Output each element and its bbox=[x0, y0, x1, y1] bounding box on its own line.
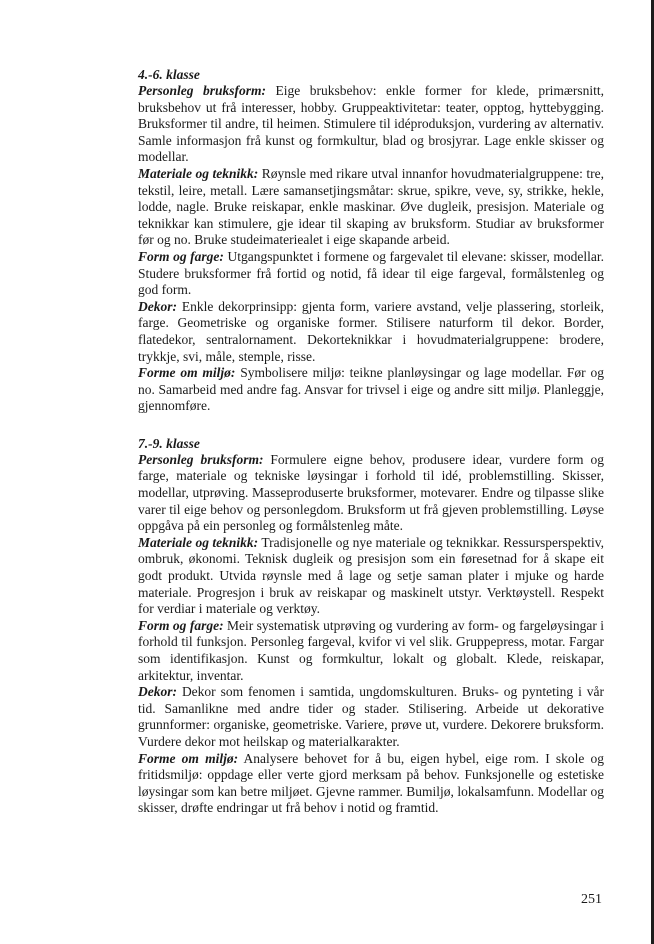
paragraph-text: Røynsle med rikare utval innanfor hovudmaterialgruppene: tre, tekstil, leire, metall. Lære samansetjingsmåtar: skrue, spikre, veve, sy, strikke, hekle, lodde, nagle. Bruke reiskapar, enkle maskinar. Øve dugleik, presisjon. Materiale og teknikkar kan stimulere, gje idear til skaping av bruksform. Studiar av bruksformer før og no. Bruke studeimateriealet i eige skapande arbeid. bbox=[138, 165, 605, 248]
page-content bbox=[138, 66, 604, 817]
paragraph-heading: Form og farge: bbox=[138, 248, 224, 264]
paragraph-text: Enkle dekorprinsipp: gjenta form, variere avstand, velje plassering, storleik, farge. Geometriske og organiske former. Stilisere naturform til dekor. Border, flatedekor, sentralornament. Dekorteknikkar i hovudmaterialgruppene: brodere, trykkje, svi, måle, stemple, risse. bbox=[138, 298, 604, 364]
paragraph-text: Tradisjonelle og nye materiale og teknikkar. Ressursperspektiv, ombruk, økonomi. Teknisk dugleik og presisjon som ein føresetnad for å skape eit godt produkt. Utvida røynsle med å lage og setje saman plater i mjuke og harde materiale. Progresjon i bruk av reiskapar og maskinelt utstyr. Verktøystell. Respekt for verdiar i materiale og verktøy. bbox=[138, 534, 604, 617]
paragraph-form-og-farge bbox=[138, 618, 604, 684]
paragraph-forme-om-miljo bbox=[138, 751, 604, 817]
paragraph-heading: Form og farge: bbox=[138, 617, 224, 633]
paragraph-heading: Dekor: bbox=[138, 684, 177, 700]
section-grade-7-9 bbox=[138, 435, 604, 817]
paragraph-dekor bbox=[138, 299, 604, 365]
paragraph-dekor bbox=[138, 684, 604, 750]
paragraph-form-og-farge bbox=[138, 249, 604, 299]
paragraph-materiale-og-teknikk bbox=[138, 535, 604, 618]
page-number: 251 bbox=[581, 892, 602, 907]
paragraph-heading: Personleg bruksform: bbox=[138, 451, 264, 467]
paragraph-heading: Forme om miljø: bbox=[138, 365, 236, 381]
paragraph-heading: Forme om miljø: bbox=[138, 750, 239, 766]
paragraph-personleg-bruksform bbox=[138, 83, 604, 166]
section-title: 7.-9. klasse bbox=[138, 435, 200, 451]
paragraph-heading: Dekor: bbox=[138, 298, 177, 314]
section-grade-4-6 bbox=[138, 66, 604, 415]
paragraph-personleg-bruksform bbox=[138, 452, 604, 535]
paragraph-text: Meir systematisk utprøving og vurdering av form- og fargeløysingar i forhold til funksjon. Personleg fargeval, kvifor vi vel slik. Gruppepress, motar. Fargar som identifikasjon. Kunst og formkultur, lokalt og globalt. Klede, reiskapar, arkitektur, inventar. bbox=[138, 617, 604, 683]
paragraph-text: Formulere eigne behov, produsere idear, vurdere form og farge, materiale og tekniske løysingar i forhold til idé, problemstilling. Skisser, modellar, utprøving. Masseproduserte bruksformer, motevarer. Endre og tilpasse slike varer til eige behov og personlegdom. Bruksform ut frå gjeven problemstilling. Løyse oppgåva på ein personleg og formålstenleg måte. bbox=[138, 451, 604, 534]
paragraph-heading: Materiale og teknikk: bbox=[138, 534, 259, 550]
paragraph-text: Analysere behovet for å bu, eigen hybel, eige rom. I skole og fritidsmiljø: oppdage eller verte gjord merksam på behov. Funksjonelle og estetiske løysingar som kan betre miljøet. Gjevne rammer. Bumiljø, lokalsamfunn. Modellar og skisser, drøfte endringar ut frå behov i notid og framtid. bbox=[138, 750, 605, 816]
paragraph-text: Utgangspunktet i formene og fargevalet til elevane: skisser, modellar. Studere bruksformer frå fortid og notid, få idear til eige fargeval, formålstenleg og god form. bbox=[138, 248, 604, 298]
paragraph-materiale-og-teknikk bbox=[138, 166, 604, 249]
paragraph-text: Symbolisere miljø: teikne planløysingar og lage modellar. Før og no. Samarbeid med andre fag. Ansvar for trivsel i eige og andre sitt miljø. Planleggje, gjennomføre. bbox=[138, 365, 604, 414]
section-title: 4.-6. klasse bbox=[138, 67, 200, 82]
paragraph-forme-om-miljo bbox=[138, 365, 604, 415]
paragraph-heading: Personleg bruksform: bbox=[138, 83, 267, 98]
paragraph-text: Eige bruksbehov: enkle former for klede, primærsnitt, bruksbehov ut frå interesser, hobby. Gruppeaktivitetar: teater, opptog, hyttebygging. Bruksformer til andre, til heimen. Stimulere til idéproduksjon, vurdering av alternativ. Samle informasjon frå kunst og formkultur, blad og brosjyrar. Lage enkle skisser og modellar. bbox=[138, 83, 604, 165]
paragraph-heading: Materiale og teknikk: bbox=[138, 165, 259, 181]
paragraph-text: Dekor som fenomen i samtida, ungdomskulturen. Bruks- og pynteting i vår tid. Samanlikne med andre tider og stader. Stilisering. Arbeide ut dekorative grunnformer: organiske, geometriske. Variere, prøve ut, vurdere. Dekorere bruksform. Vurdere dekor mot heilskap og materialkarakter. bbox=[138, 684, 604, 749]
